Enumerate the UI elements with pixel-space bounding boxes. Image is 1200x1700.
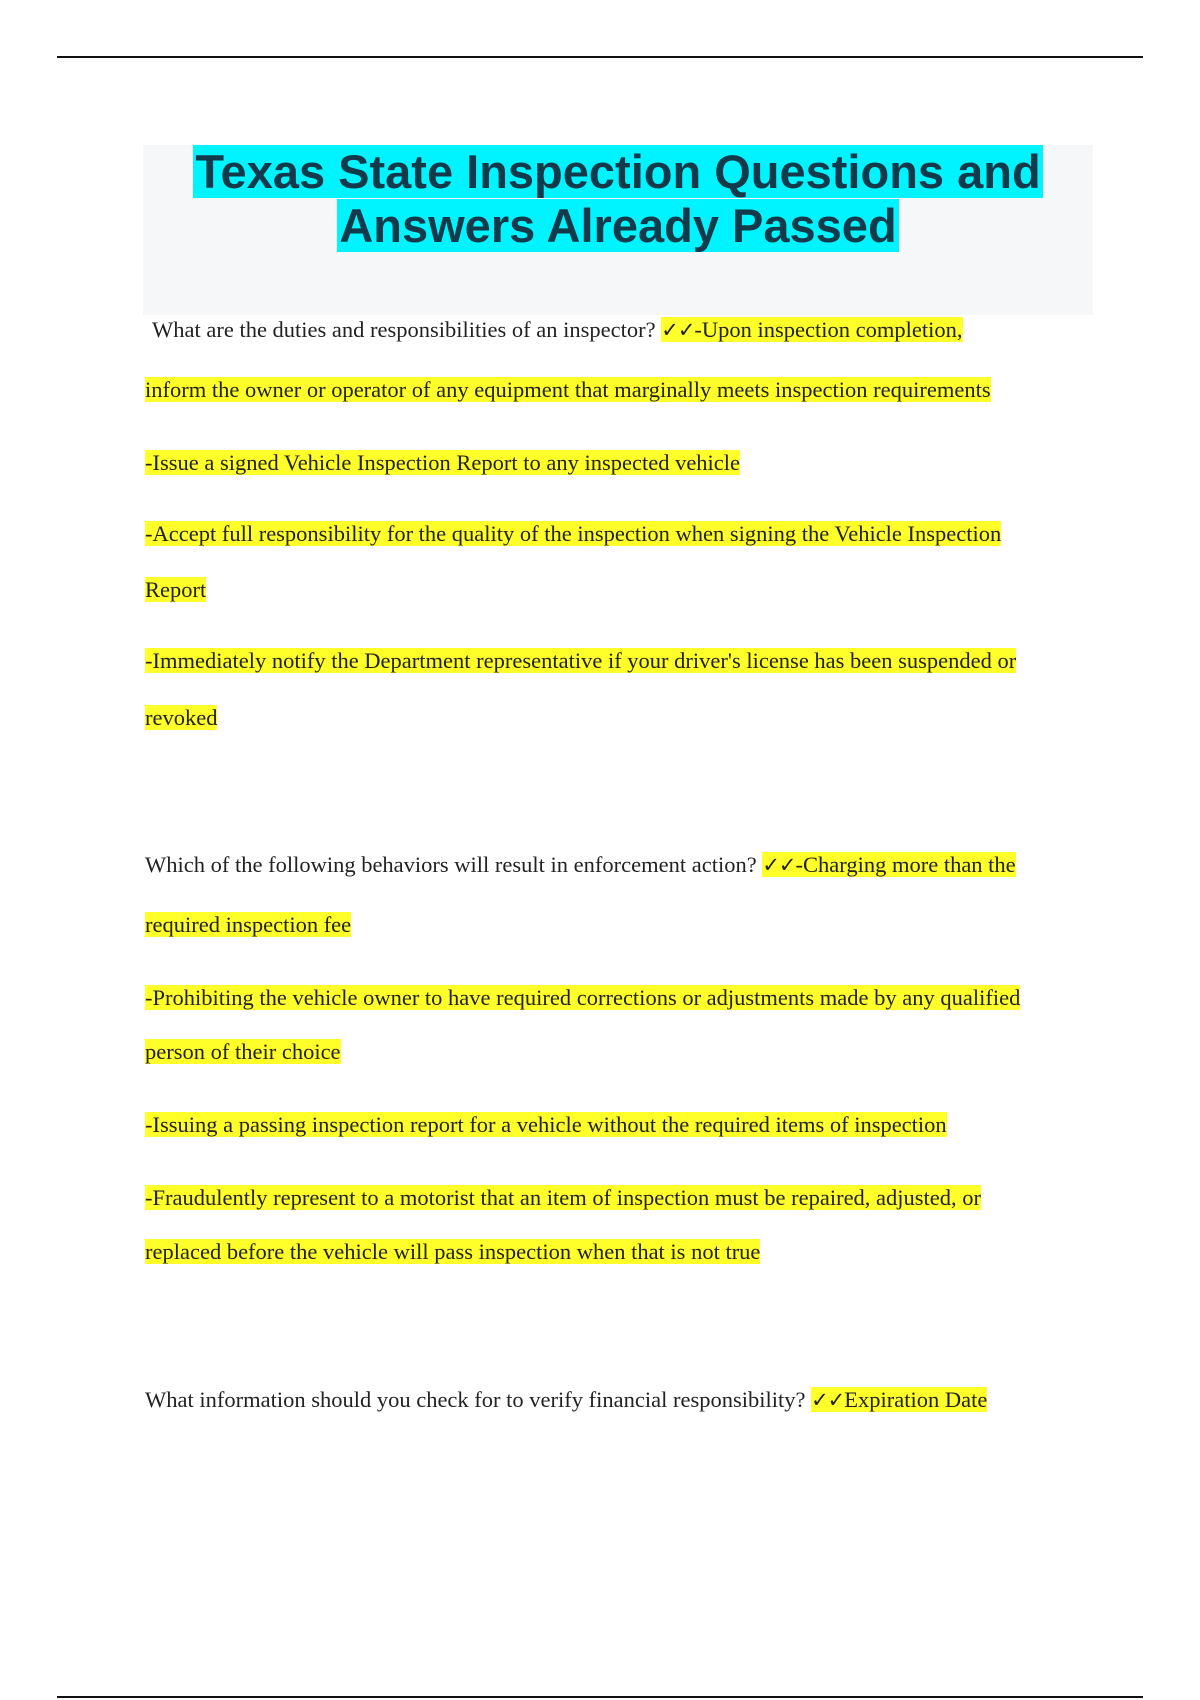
q2-answer-line: replaced before the vehicle will pass inspection when that is not true [145, 1239, 761, 1264]
q2-answer-line: required inspection fee [145, 912, 352, 937]
q2-answer-line: person of their choice [145, 1039, 341, 1064]
q1-answer-line: -Upon inspection completion, [694, 317, 963, 342]
q1-check-icon: ✓✓ [661, 318, 695, 342]
top-rule [57, 56, 1143, 58]
bottom-rule [57, 1696, 1143, 1698]
q2-answer-line: -Charging more than the [795, 852, 1016, 877]
q3-answer-line: Expiration Date [844, 1387, 988, 1412]
title-line-1: Texas State Inspection Questions and [195, 145, 1041, 198]
q2-check-icon: ✓✓ [762, 853, 796, 877]
q2-answer-line: -Fraudulently represent to a motorist that an item of inspection must be repaired, adjusted, or [145, 1185, 982, 1210]
q1-first-line [152, 315, 963, 345]
q2-first-line [145, 850, 1016, 880]
document-title [143, 145, 1093, 253]
q2-answer-line: -Prohibiting the vehicle owner to have required corrections or adjustments made by any qualified [145, 985, 1021, 1010]
q3-check-icon: ✓✓ [811, 1388, 845, 1412]
title-banner [143, 145, 1093, 315]
title-line-2: Answers Already Passed [339, 199, 897, 252]
q3-first-line [145, 1385, 987, 1415]
q1-answer-line: -Immediately notify the Department representative if your driver's license has been suspended or [145, 648, 1017, 673]
q1-answer-line: inform the owner or operator of any equipment that marginally meets inspection requirements [145, 377, 991, 402]
q1-answer-line: Report [145, 577, 207, 602]
q2-answer-line: -Issuing a passing inspection report for a vehicle without the required items of inspection [145, 1112, 947, 1137]
q1-answer-line: revoked [145, 705, 218, 730]
q1-answer-line: -Accept full responsibility for the quality of the inspection when signing the Vehicle Inspection [145, 521, 1002, 546]
q1-answer-line: -Issue a signed Vehicle Inspection Report to any inspected vehicle [145, 450, 741, 475]
q3-question: What information should you check for to verify financial responsibility? [145, 1387, 806, 1412]
q2-question: Which of the following behaviors will result in enforcement action? [145, 852, 757, 877]
q1-question: What are the duties and responsibilities of an inspector? [152, 317, 656, 342]
